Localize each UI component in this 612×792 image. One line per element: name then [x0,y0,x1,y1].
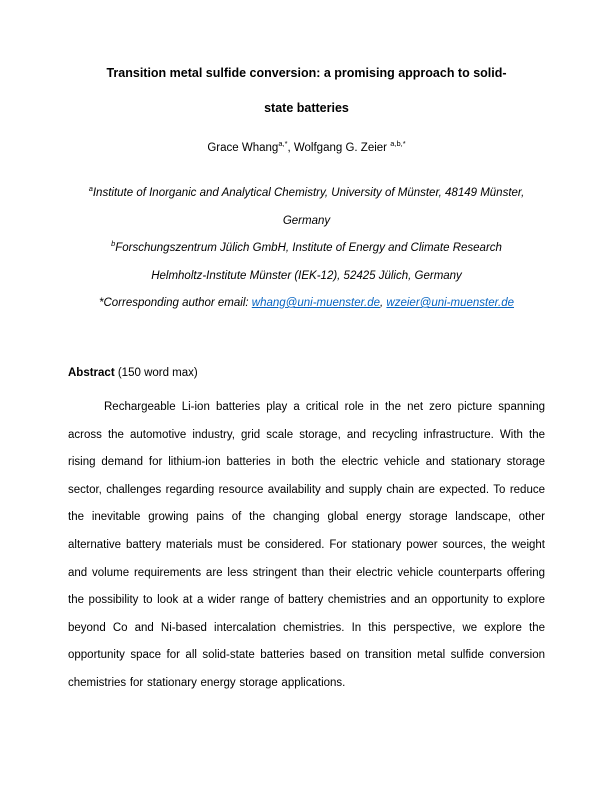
abstract-paragraph: Rechargeable Li-ion batteries play a critical role in the net zero picture spanning across the automotive industry, grid scale storage, and recycling infrastructure. With the rising demand for lithium-ion batteries in both the electric vehicle and stationary storage sector, challenges regarding resource availability and supply chain are expected. To reduce the inevitable growing pains of the changing global energy storage landscape, other alternative battery materials must be considered. For stationary power sources, the weight and volume requirements are less stringent than their electric vehicle counterparts offering the possibility to look at a wider range of battery chemistries and an opportunity to explore beyond Co and Ni-based intercalation chemistries. In this perspective, we explore the opportunity space for all solid-state batteries based on transition metal sulfide conversion chemistries for stationary energy storage applications. [68,401,545,689]
author-line [68,134,545,162]
affiliation-a-superscript: a [88,184,93,194]
affiliation-b [68,235,545,263]
affiliation-b-continued-text: Helmholtz-Institute Münster (IEK-12), 52425 Jülich, Germany [151,269,462,282]
corresponding-author-prefix: *Corresponding author email: [99,297,252,309]
corresponding-email-separator: , [380,297,387,309]
corresponding-email-2-link[interactable]: wzeier@uni-muenster.de [386,297,514,309]
abstract-heading-label: Abstract [68,366,115,379]
abstract-heading [68,360,545,388]
author-2-affiliation-superscript: a,b,* [390,139,406,149]
abstract-word-limit-note: (150 word max) [114,366,198,379]
author-2-name: Wolfgang G. Zeier [293,142,391,154]
paper-title [68,56,545,126]
author-1-affiliation-superscript: a,* [278,139,288,149]
affiliation-b-continued [68,263,545,291]
author-separator: , [287,142,294,154]
corresponding-email-1-link[interactable]: whang@uni-muenster.de [251,297,381,309]
affiliation-b-superscript: b [111,239,116,249]
paper-title-line-2: state batteries [264,101,349,115]
corresponding-author-line [68,290,545,318]
author-1-name: Grace Whang [207,142,279,154]
affiliations-block [68,180,545,318]
affiliation-a-text: Institute of Inorganic and Analytical Chemistry, University of Münster, 48149 Münster, Germany [92,187,525,227]
affiliation-b-text: Forschungszentrum Jülich GmbH, Institute of Energy and Climate Research [115,242,502,254]
paper-title-line-1: Transition metal sulfide conversion: a promising approach to solid- [106,66,507,80]
affiliation-a [68,180,545,235]
